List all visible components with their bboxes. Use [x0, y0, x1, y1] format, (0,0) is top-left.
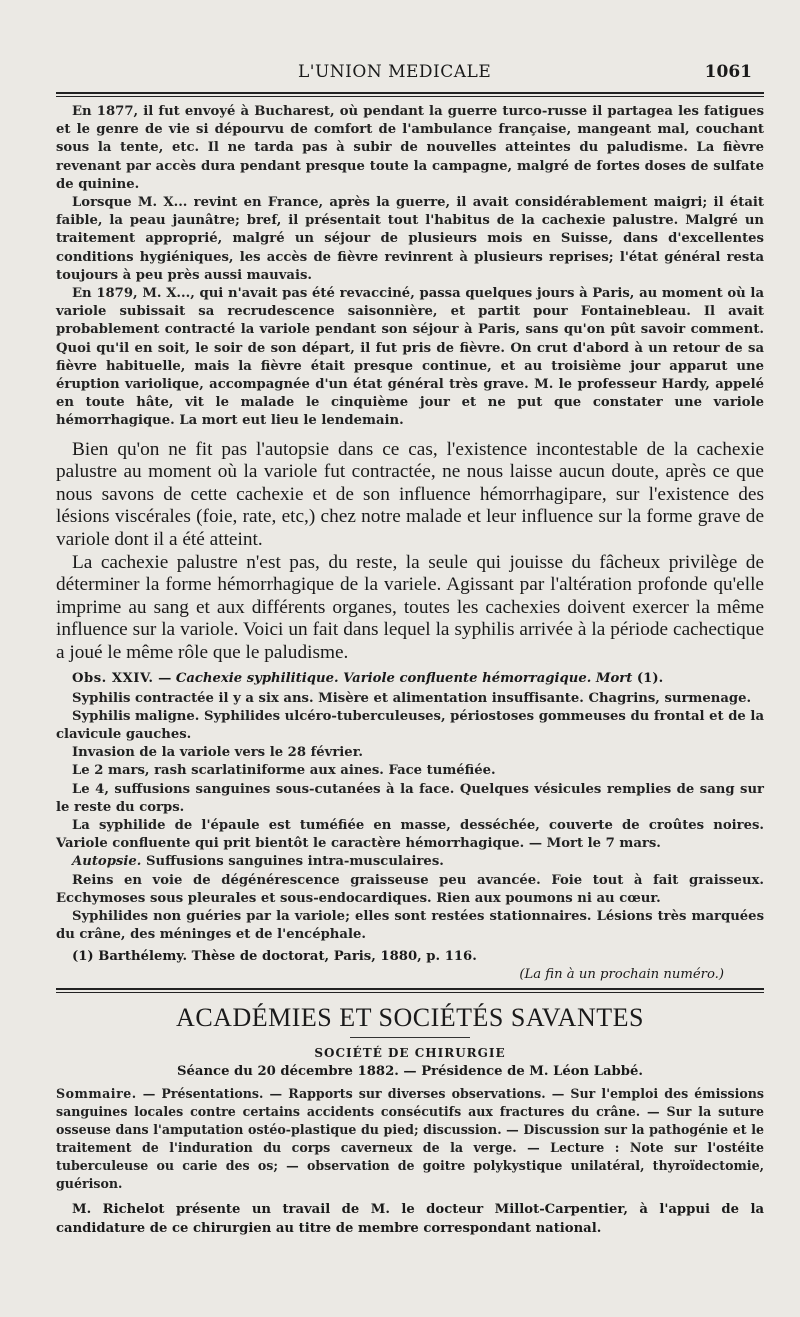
observation-line: Invasion de la variole vers le 28 février.	[72, 745, 364, 761]
sommaire-label: Sommaire.	[56, 1086, 137, 1102]
section-title: ACADÉMIES ET SOCIÉTÉS SAVANTES	[176, 1003, 644, 1033]
richelot-name: Richelot	[102, 1202, 165, 1218]
observation-heading: Cachexie syphilitique. Variole confluente hémorragique. Mort	[175, 670, 633, 686]
paragraph-return-france: Lorsque M. X... revint en France, après la guerre, il avait considérablement maigri; il était faible, la peau jaunâtre; bref, il présentait tout l'habitus de la cachexie palustre. Malgré un traitement approprié, malgré un séjour de plusieurs mois en Suisse, dans d'excellentes conditions hygiéniques, les accès de fièvre revinrent à plusieurs reprises; l'état général resta toujours à peu près aussi mauvais.	[56, 195, 764, 283]
observation-line: Le 4, suffusions sanguines sous-cutanées à la face. Quelques vésicules remplies de sang sur le reste du corps.	[56, 781, 764, 815]
richelot-text: présente un travail de M. le docteur Millot-Carpentier, à l'appui de la candidature de ce chirurgien au titre de membre correspondant national.	[56, 1202, 764, 1236]
observation-line: Syphilis contractée il y a six ans. Misère et alimentation insuffisante. Chagrins, surmenage.	[72, 690, 752, 706]
page-number: 1061	[704, 62, 752, 82]
journal-title: L'UNION MEDICALE	[298, 62, 492, 82]
sommaire	[56, 1085, 764, 1193]
header-rule	[56, 92, 764, 97]
autopsy-label: Autopsie.	[72, 854, 142, 870]
observation-line: La syphilide de l'épaule est tuméfiée en masse, desséchée, couverte de croûtes noires. Variole confluente qui prit bientôt le caractère hémorrhagique. — Mort le 7 mars.	[56, 818, 764, 852]
seance-text: Séance du 20 décembre 1882. — Présidence de M. Léon	[177, 1064, 590, 1080]
section-title-rule	[350, 1037, 470, 1038]
paragraph-bucharest: En 1877, il fut envoyé à Bucharest, où pendant la guerre turco-russe il partagea les fatigues et le genre de vie si dépourvu de comfort de l'ambulance française, mangeant mal, couchant sous la tente, etc. Il ne tarda pas à subir de nouvelles atteintes du paludisme. La fièvre revenant par accès dura pendant presque toute la campagne, malgré de fortes doses de sulfate de quinine.	[56, 104, 764, 192]
observation-title	[56, 669, 764, 688]
observation-line: Reins en voie de dégénérescence graisseuse peu avancée. Foie tout à fait graisseux. Ecchymoses sous pleurales et sous-endocardiques. Rien aux poumons ni au cœur.	[56, 872, 764, 906]
footnote: (1) Barthélemy. Thèse de doctorat, Paris, 1880, p. 116.	[72, 949, 477, 965]
running-header	[56, 58, 764, 88]
continued-note: (La fin à un prochain numéro.)	[519, 967, 724, 983]
observation-line: Syphilis maligne. Syphilides ulcéro-tuberculeuses, périostoses gommeuses du frontal et de la clavicule gauches.	[56, 708, 764, 742]
section-rule	[56, 988, 764, 993]
paragraph-cachexia: La cachexie palustre n'est pas, du reste, la seule qui jouisse du fâcheux privilège de déterminer la forme hémorrhagique de la variele. Agissant par l'altération profonde qu'elle imprime au sang et aux différents organes, toutes les cachexies doivent exercer la même influence sur la variole. Voici un fait dans lequel la syphilis arrivée à la période cachectique a joué le même rôle que le paludisme.	[56, 551, 764, 663]
observation-footnote-ref: (1).	[636, 670, 664, 686]
observation-line: Le 2 mars, rash scarlatiniforme aux aines. Face tuméfiée.	[72, 763, 496, 779]
observation-line: Syphilides non guéries par la variole; elles sont restées stationnaires. Lésions très marquées du crâne, des méninges et de l'encéphale.	[56, 909, 764, 943]
sommaire-text: — Présentations. — Rapports sur diverses observations. — Sur l'emploi des émissions sanguines locales contre certains accidents consécutifs aux fractures du crâne. — Sur la suture osseuse dans l'amputation ostéo-plastique du pied; discussion. — Discussion sur la pathogénie et le traitement de l'induration du corps caverneux de la verge. — Lecture : Note sur l'ostéite tuberculeuse ou carie des os; — observation de goitre polykystique unilatéral, thyroïdectomie, guérison.	[56, 1086, 764, 1192]
autopsy-text: Suffusions sanguines intra-musculaires.	[145, 854, 444, 870]
observation-dash: —	[158, 670, 172, 686]
observation-label: Obs. XXIV.	[72, 670, 154, 686]
president-name: Labbé.	[593, 1064, 643, 1080]
paragraph-richelot	[56, 1201, 764, 1237]
autopsy-line	[56, 853, 764, 871]
seance-line	[56, 1064, 764, 1079]
society-name: SOCIÉTÉ DE CHIRURGIE	[314, 1046, 506, 1061]
richelot-prefix: M.	[72, 1202, 92, 1218]
paragraph-variola-1879: En 1879, M. X..., qui n'avait pas été revacciné, passa quelques jours à Paris, au moment où la variole subissait sa recrudescence saisonnière, et partit pour Fontainebleau. Il avait probablement contracté la variole pendant son séjour à Paris, sans qu'on pût savoir comment. Quoi qu'il en soit, le soir de son départ, il fut pris de fièvre. On crut d'abord à un retour de sa fièvre habituelle, mais la fièvre était presque continue, et au troisième jour apparut une éruption variolique, accompagnée d'un état général très grave. M. le professeur Hardy, appelé en toute hâte, vit le malade le cinquième jour et ne put que constater une variole hémorrhagique. La mort eut lieu le lendemain.	[56, 286, 764, 429]
paragraph-autopsy-discussion: Bien qu'on ne fit pas l'autopsie dans ce cas, l'existence incontestable de la cachexie palustre au moment où la variole fut contractée, ne nous laisse aucun doute, après ce que nous savons de cette cachexie et de son influence hémorrhagipare, sur l'existence des lésions viscérales (foie, rate, etc,) chez notre malade et leur influence sur la forme grave de variole dont il a été atteint.	[56, 438, 764, 551]
